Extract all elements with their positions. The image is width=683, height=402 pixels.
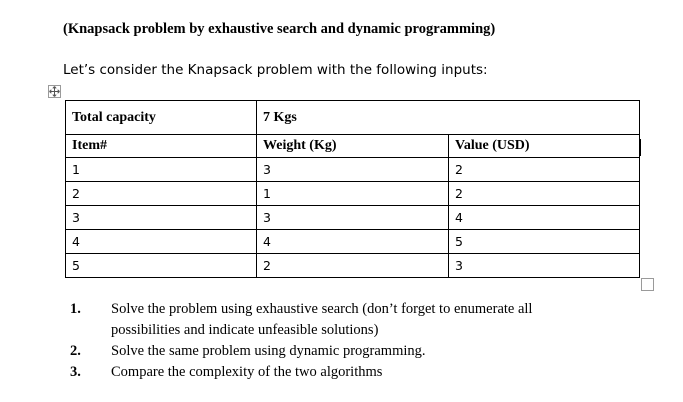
item-cell[interactable]: 4 bbox=[66, 230, 257, 254]
item-cell[interactable]: 5 bbox=[66, 254, 257, 278]
value-cell[interactable]: 3 bbox=[449, 254, 640, 278]
list-item-text: Solve the problem using exhaustive search (don’t forget to enumerate all bbox=[111, 301, 533, 317]
list-item-text: Compare the complexity of the two algorithms bbox=[111, 364, 383, 380]
list-number: 3. bbox=[70, 364, 81, 380]
item-cell[interactable]: 2 bbox=[66, 182, 257, 206]
move-arrows-icon bbox=[49, 86, 60, 97]
document-title: (Knapsack problem by exhaustive search and dynamic programming) bbox=[63, 21, 496, 37]
value-cell[interactable]: 2 bbox=[449, 158, 640, 182]
value-cell[interactable]: 2 bbox=[449, 182, 640, 206]
capacity-value-cell[interactable]: 7 Kgs bbox=[257, 101, 640, 135]
capacity-row bbox=[66, 101, 640, 135]
item-cell[interactable]: 1 bbox=[66, 158, 257, 182]
header-weight[interactable]: Weight (Kg) bbox=[257, 135, 449, 158]
table-move-handle[interactable] bbox=[48, 85, 61, 98]
intro-paragraph: Let’s consider the Knapsack problem with the following inputs: bbox=[63, 62, 488, 78]
list-number: 2. bbox=[70, 343, 81, 359]
list-item-text: possibilities and indicate unfeasible solutions) bbox=[111, 322, 379, 338]
header-value[interactable]: Value (USD) bbox=[449, 135, 640, 158]
table-row bbox=[66, 206, 640, 230]
list-item bbox=[70, 341, 532, 362]
table-row bbox=[66, 158, 640, 182]
header-row bbox=[66, 135, 640, 158]
list-item-text: Solve the same problem using dynamic programming. bbox=[111, 343, 426, 359]
table-row bbox=[66, 254, 640, 278]
weight-cell[interactable]: 4 bbox=[257, 230, 449, 254]
item-cell[interactable]: 3 bbox=[66, 206, 257, 230]
weight-cell[interactable]: 1 bbox=[257, 182, 449, 206]
row-end-marker bbox=[640, 139, 641, 156]
list-item bbox=[70, 299, 532, 341]
value-cell[interactable]: 5 bbox=[449, 230, 640, 254]
table-row bbox=[66, 230, 640, 254]
table-row bbox=[66, 182, 640, 206]
value-cell[interactable]: 4 bbox=[449, 206, 640, 230]
table-resize-handle[interactable] bbox=[641, 278, 654, 291]
knapsack-table bbox=[65, 100, 640, 278]
list-item bbox=[70, 362, 532, 383]
list-number: 1. bbox=[70, 301, 81, 317]
capacity-label-cell[interactable]: Total capacity bbox=[66, 101, 257, 135]
weight-cell[interactable]: 3 bbox=[257, 206, 449, 230]
weight-cell[interactable]: 2 bbox=[257, 254, 449, 278]
weight-cell[interactable]: 3 bbox=[257, 158, 449, 182]
header-item[interactable]: Item# bbox=[66, 135, 257, 158]
task-list bbox=[70, 299, 532, 383]
